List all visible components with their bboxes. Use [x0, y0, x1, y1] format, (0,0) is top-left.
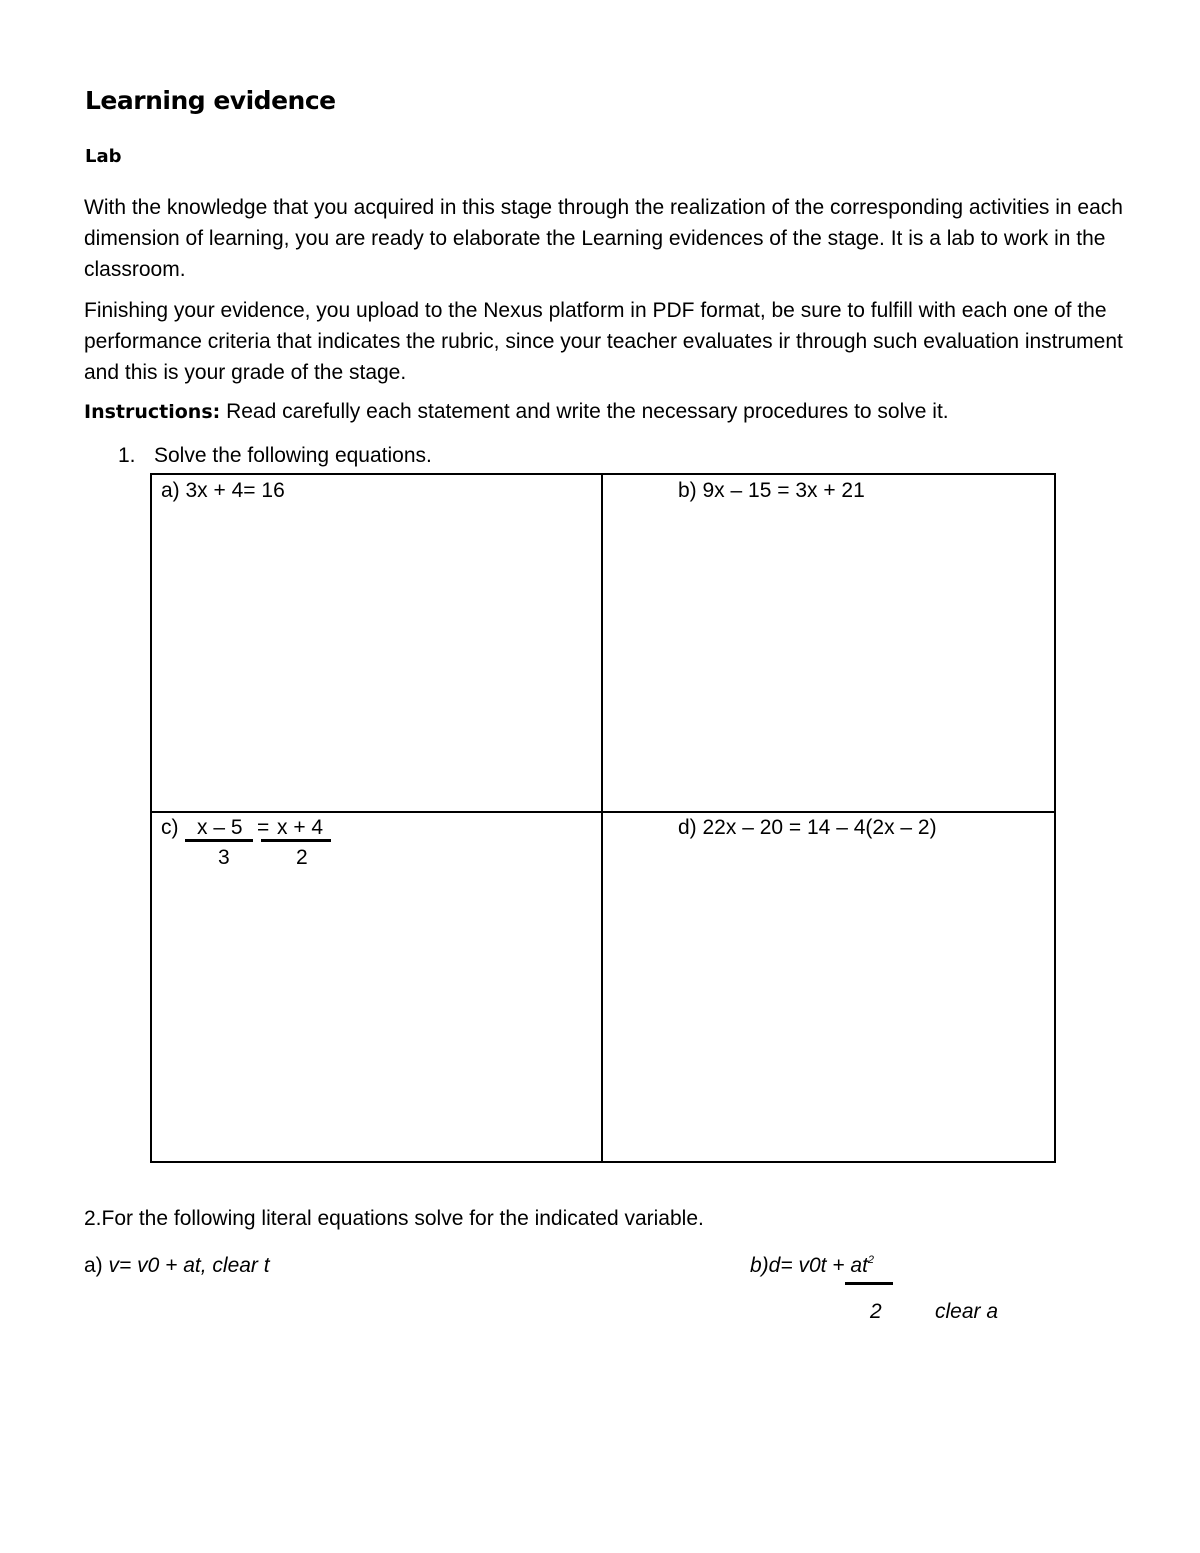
equation-c-denominator-left: 3: [218, 846, 230, 869]
equation-c-equals: =: [257, 816, 270, 839]
equation-c-numerator-left: x – 5: [197, 816, 243, 839]
equation-c-fraction-bar-right: [261, 839, 331, 842]
literal-equation-b: [750, 1254, 874, 1278]
intro-paragraph: With the knowledge that you acquired in this stage through the realization of the corresponding activities in each dimension of learning, you are ready to elaborate the Learning evidences of the stage. It is a lab to work in the classroom.: [84, 196, 1123, 281]
upload-paragraph: Finishing your evidence, you upload to the Nexus platform in PDF format, be sure to fulfill with each one of the performance criteria that indicates the rubric, since your teacher evaluates ir through such evaluation instrument and this is your grade of the stage.: [84, 299, 1123, 384]
instructions-text: Read carefully each statement and write the necessary procedures to solve it.: [220, 400, 949, 423]
question-2: 2.For the following literal equations solve for the indicated variable.: [84, 1207, 704, 1230]
literal-equation-a-label: a): [84, 1254, 109, 1277]
equation-c-denominator-right: 2: [296, 846, 308, 869]
literal-equation-b-denominator: 2: [870, 1300, 882, 1323]
literal-equation-b-clear: clear a: [935, 1300, 999, 1323]
literal-equation-b-expression: b)d= v0t + at: [750, 1254, 868, 1277]
equation-d: d) 22x – 20 = 14 – 4(2x – 2): [678, 816, 937, 839]
table-vertical-divider: [601, 475, 603, 1161]
question-1-text: Solve the following equations.: [154, 444, 432, 467]
equation-a: a) 3x + 4= 16: [161, 479, 285, 502]
equation-c-label: c): [161, 816, 179, 839]
literal-equation-a-expression: v= v0 + at, clear t: [108, 1254, 270, 1277]
equation-b: b) 9x – 15 = 3x + 21: [678, 479, 865, 502]
table-horizontal-divider: [152, 811, 1054, 813]
question-1: [118, 444, 432, 468]
page-title: Learning evidence: [85, 86, 336, 115]
equations-table: [150, 473, 1056, 1163]
literal-equation-a: [84, 1254, 270, 1278]
instructions-label: Instructions:: [84, 401, 221, 423]
literal-equation-b-exponent: 2: [867, 1254, 875, 1266]
equation-c-numerator-right: x + 4: [277, 816, 324, 839]
equation-c-fraction-bar-left: [185, 839, 253, 842]
instructions-paragraph: [84, 396, 1124, 428]
section-title: Lab: [85, 146, 122, 167]
question-1-number: 1.: [118, 444, 136, 467]
literal-equation-b-fraction-bar: [845, 1282, 893, 1285]
